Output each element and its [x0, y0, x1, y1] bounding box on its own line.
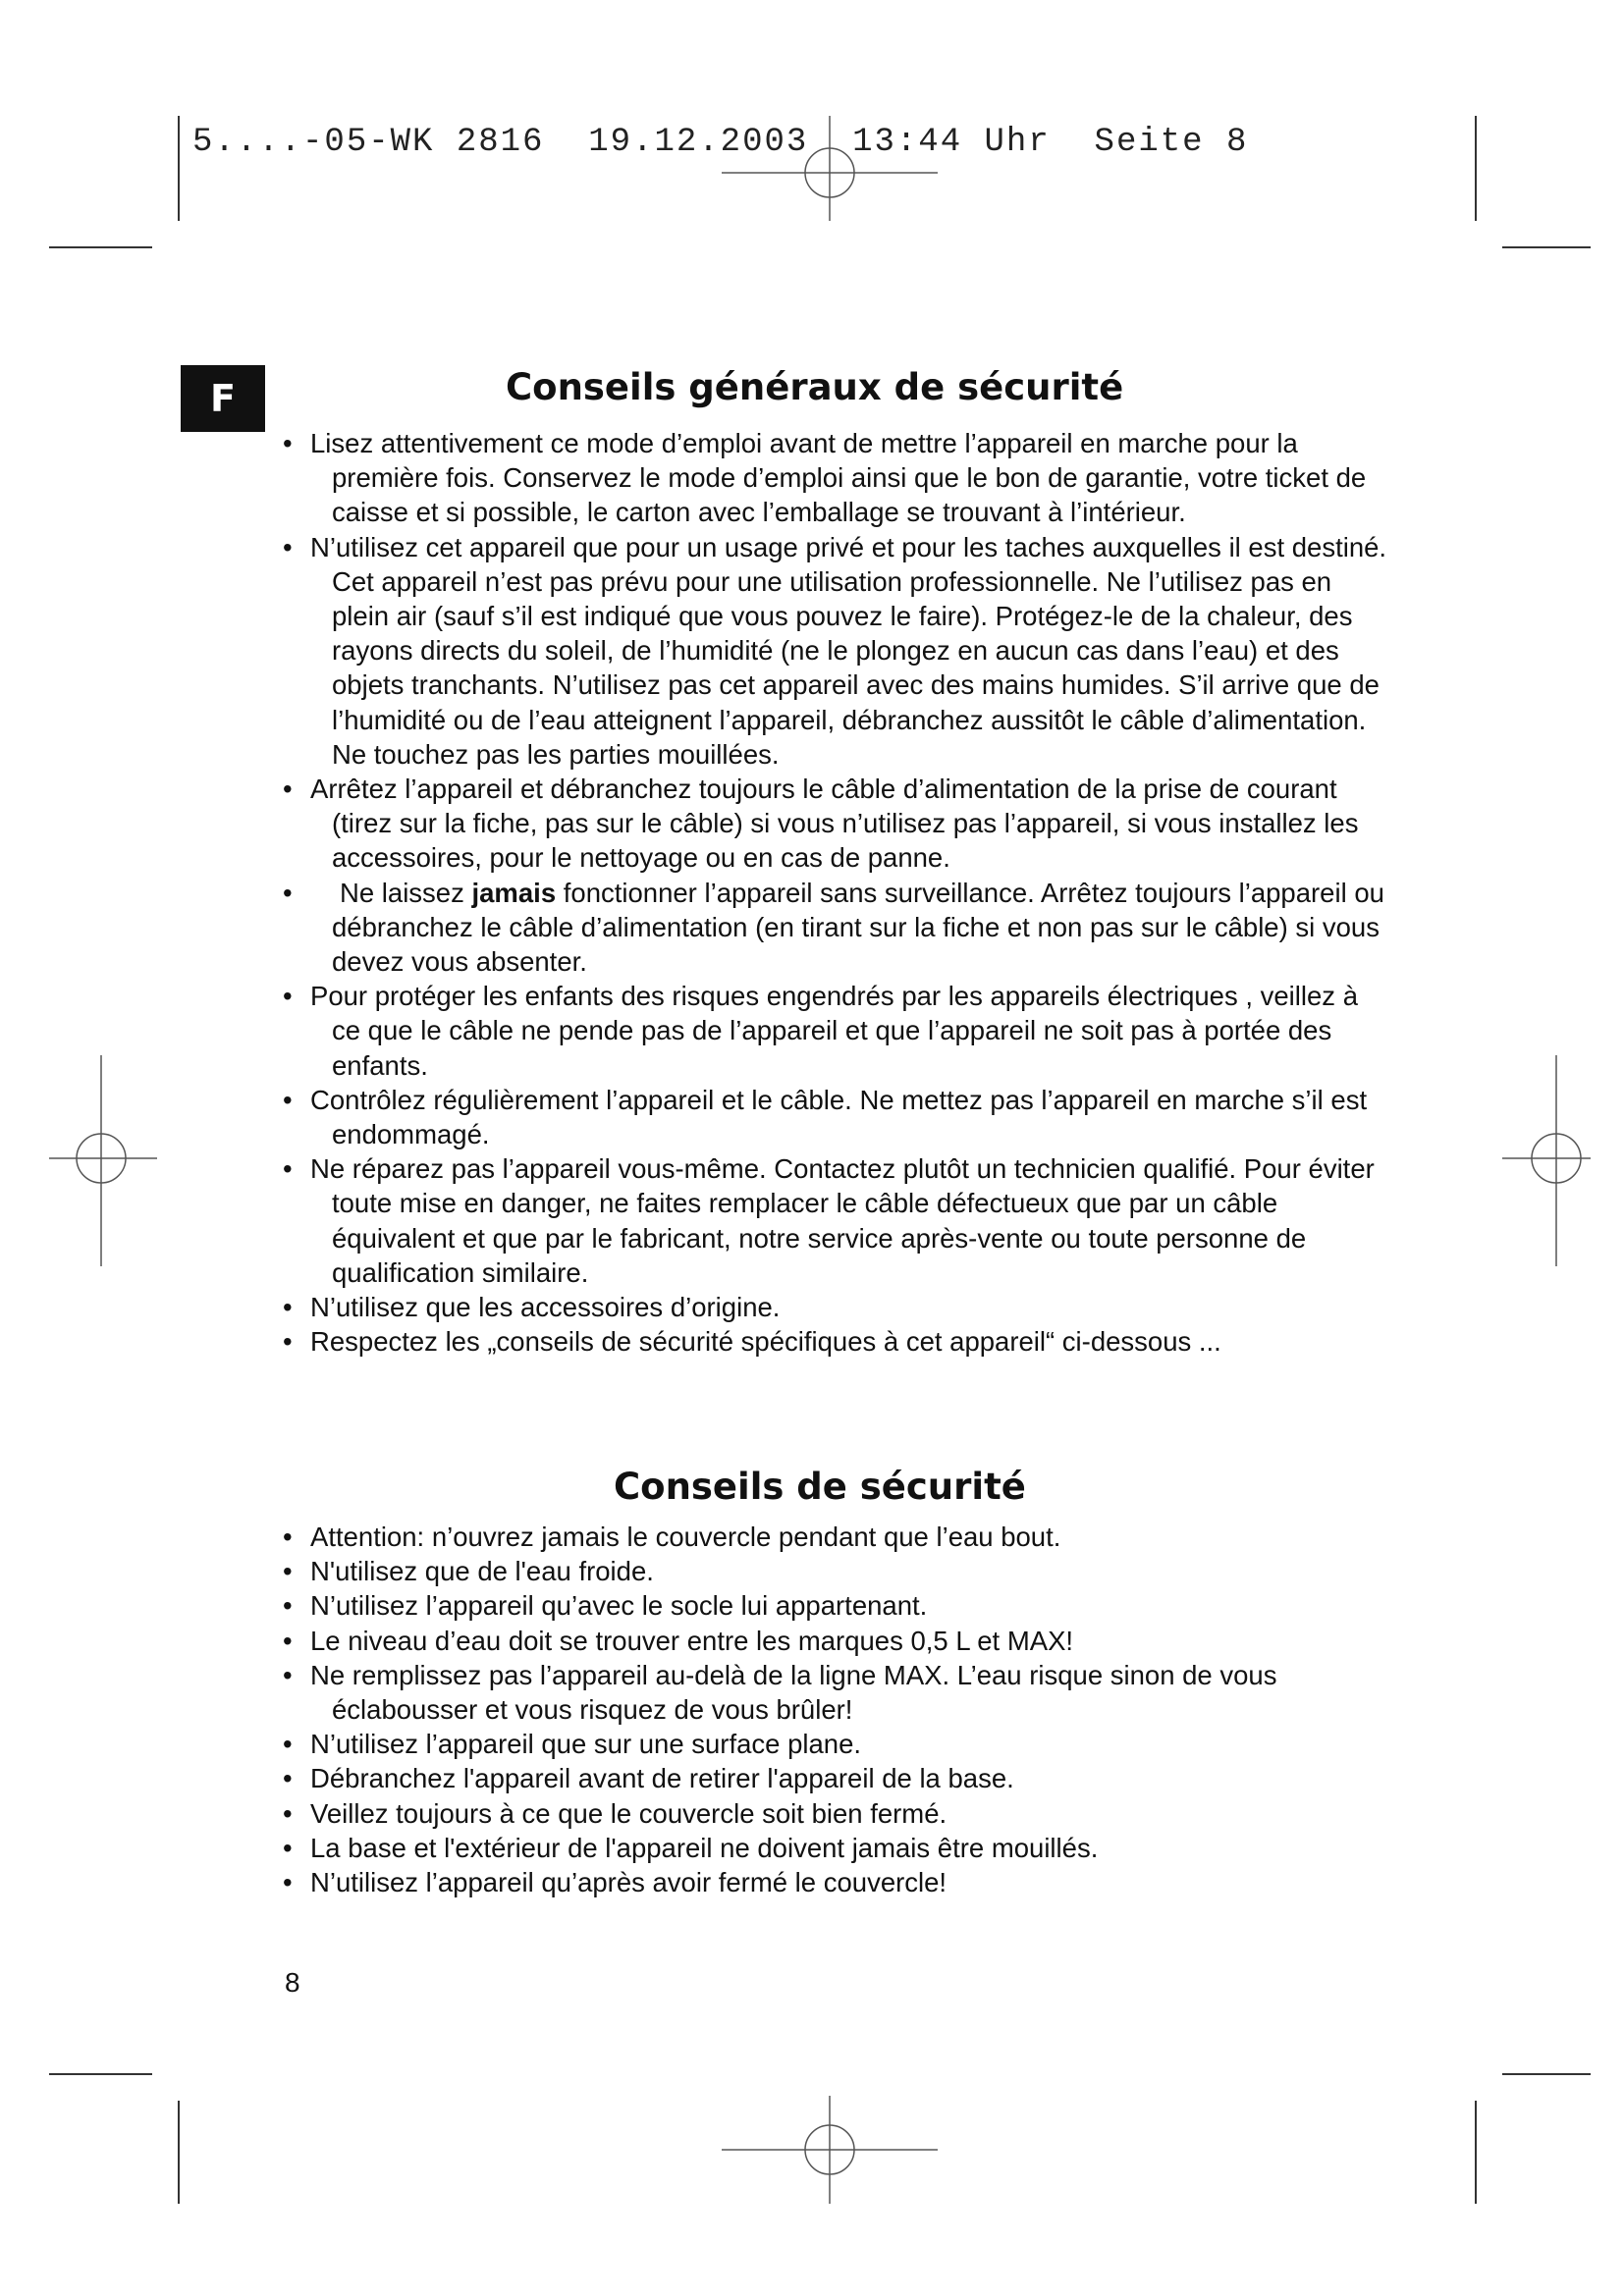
specific-safety-title: Conseils de sécurité — [614, 1466, 1026, 1508]
list-item: • Pour protéger les enfants des risques engendrés par les appareils électriques , veillez à ce que le câble ne pende pas de l’appareil et que l’appareil ne soit pas à portée des enfants. — [283, 979, 1392, 1083]
general-safety-list — [283, 426, 1392, 1359]
list-item: • La base et l'extérieur de l'appareil ne doivent jamais être mouillés. — [283, 1831, 1392, 1865]
list-item: • N’utilisez l’appareil qu’après avoir fermé le couvercle! — [283, 1865, 1392, 1899]
list-item: • N’utilisez l’appareil qu’avec le socle lui appartenant. — [283, 1588, 1392, 1623]
language-tab: F — [181, 365, 265, 432]
registration-mark-bottom — [722, 2096, 938, 2204]
list-item: • Lisez attentivement ce mode d’emploi avant de mettre l’appareil en marche pour la première fois. Conservez le mode d’emploi ainsi que le bon de garantie, votre ticket de caisse et si possible, le carton avec l’emballage se trouvant à l’intérieur. — [283, 426, 1392, 530]
list-item: • N'utilisez que de l'eau froide. — [283, 1554, 1392, 1588]
specific-safety-list — [283, 1520, 1392, 1899]
list-item: • N’utilisez que les accessoires d’origine. — [283, 1290, 1392, 1324]
registration-mark-right — [1502, 1055, 1591, 1266]
list-item: • Ne laissez jamais fonctionner l’appareil sans surveillance. Arrêtez toujours l’appareil ou débranchez le câble d’alimentation (en tirant sur la fiche et non pas sur le câble) si vous devez vous absenter. — [283, 876, 1392, 980]
list-item: • Ne réparez pas l’appareil vous-même. Contactez plutôt un technicien qualifié. Pour éviter toute mise en danger, ne faites remplacer le câble défectueux que par un câble équivalent et que par le fabricant, notre service après-vente ou toute personne de qualification similaire. — [283, 1151, 1392, 1290]
emphasis-jamais: jamais — [471, 877, 557, 908]
list-item: • Ne remplissez pas l’appareil au-delà de la ligne MAX. L’eau risque sinon de vous éclabousser et vous risquez de vous brûler! — [283, 1658, 1392, 1727]
print-header: 5....-05-WK 2816 19.12.2003 13:44 Uhr Seite 8 — [192, 124, 1249, 161]
general-safety-title: Conseils généraux de sécurité — [506, 366, 1124, 408]
list-item: • Contrôlez régulièrement l’appareil et le câble. Ne mettez pas l’appareil en marche s’il est endommagé. — [283, 1083, 1392, 1151]
list-item: • Respectez les „conseils de sécurité spécifiques à cet appareil“ ci-dessous ... — [283, 1324, 1392, 1359]
registration-mark-left — [49, 1055, 157, 1266]
list-item: • Débranchez l'appareil avant de retirer l'appareil de la base. — [283, 1761, 1392, 1795]
list-item: • N’utilisez l’appareil que sur une surface plane. — [283, 1727, 1392, 1761]
list-item: • Attention: n’ouvrez jamais le couvercle pendant que l’eau bout. — [283, 1520, 1392, 1554]
list-item: • N’utilisez cet appareil que pour un usage privé et pour les taches auxquelles il est destiné. Cet appareil n’est pas prévu pour une utilisation professionnelle. Ne l’utilisez pas en plein air (sauf s’il est indiqué que vous pouvez le faire). Protégez-le de la chaleur, des rayons directs du soleil, de l’humidité (ne le plongez en aucun cas dans l’eau) et des objets tranchants. N’utilisez pas cet appareil avec des mains humides. S’il arrive que de l’humidité ou de l’eau atteignent l’appareil, débranchez aussitôt le câble d’alimentation. Ne touchez pas les parties mouillées. — [283, 530, 1392, 772]
page-number: 8 — [285, 1967, 300, 1998]
list-item: • Le niveau d’eau doit se trouver entre les marques 0,5 L et MAX! — [283, 1624, 1392, 1658]
list-item: • Veillez toujours à ce que le couvercle soit bien fermé. — [283, 1796, 1392, 1831]
list-item: • Arrêtez l’appareil et débranchez toujours le câble d’alimentation de la prise de courant (tirez sur la fiche, pas sur le câble) si vous n’utilisez pas l’appareil, si vous installez les accessoires, pour le nettoyage ou en cas de panne. — [283, 772, 1392, 876]
